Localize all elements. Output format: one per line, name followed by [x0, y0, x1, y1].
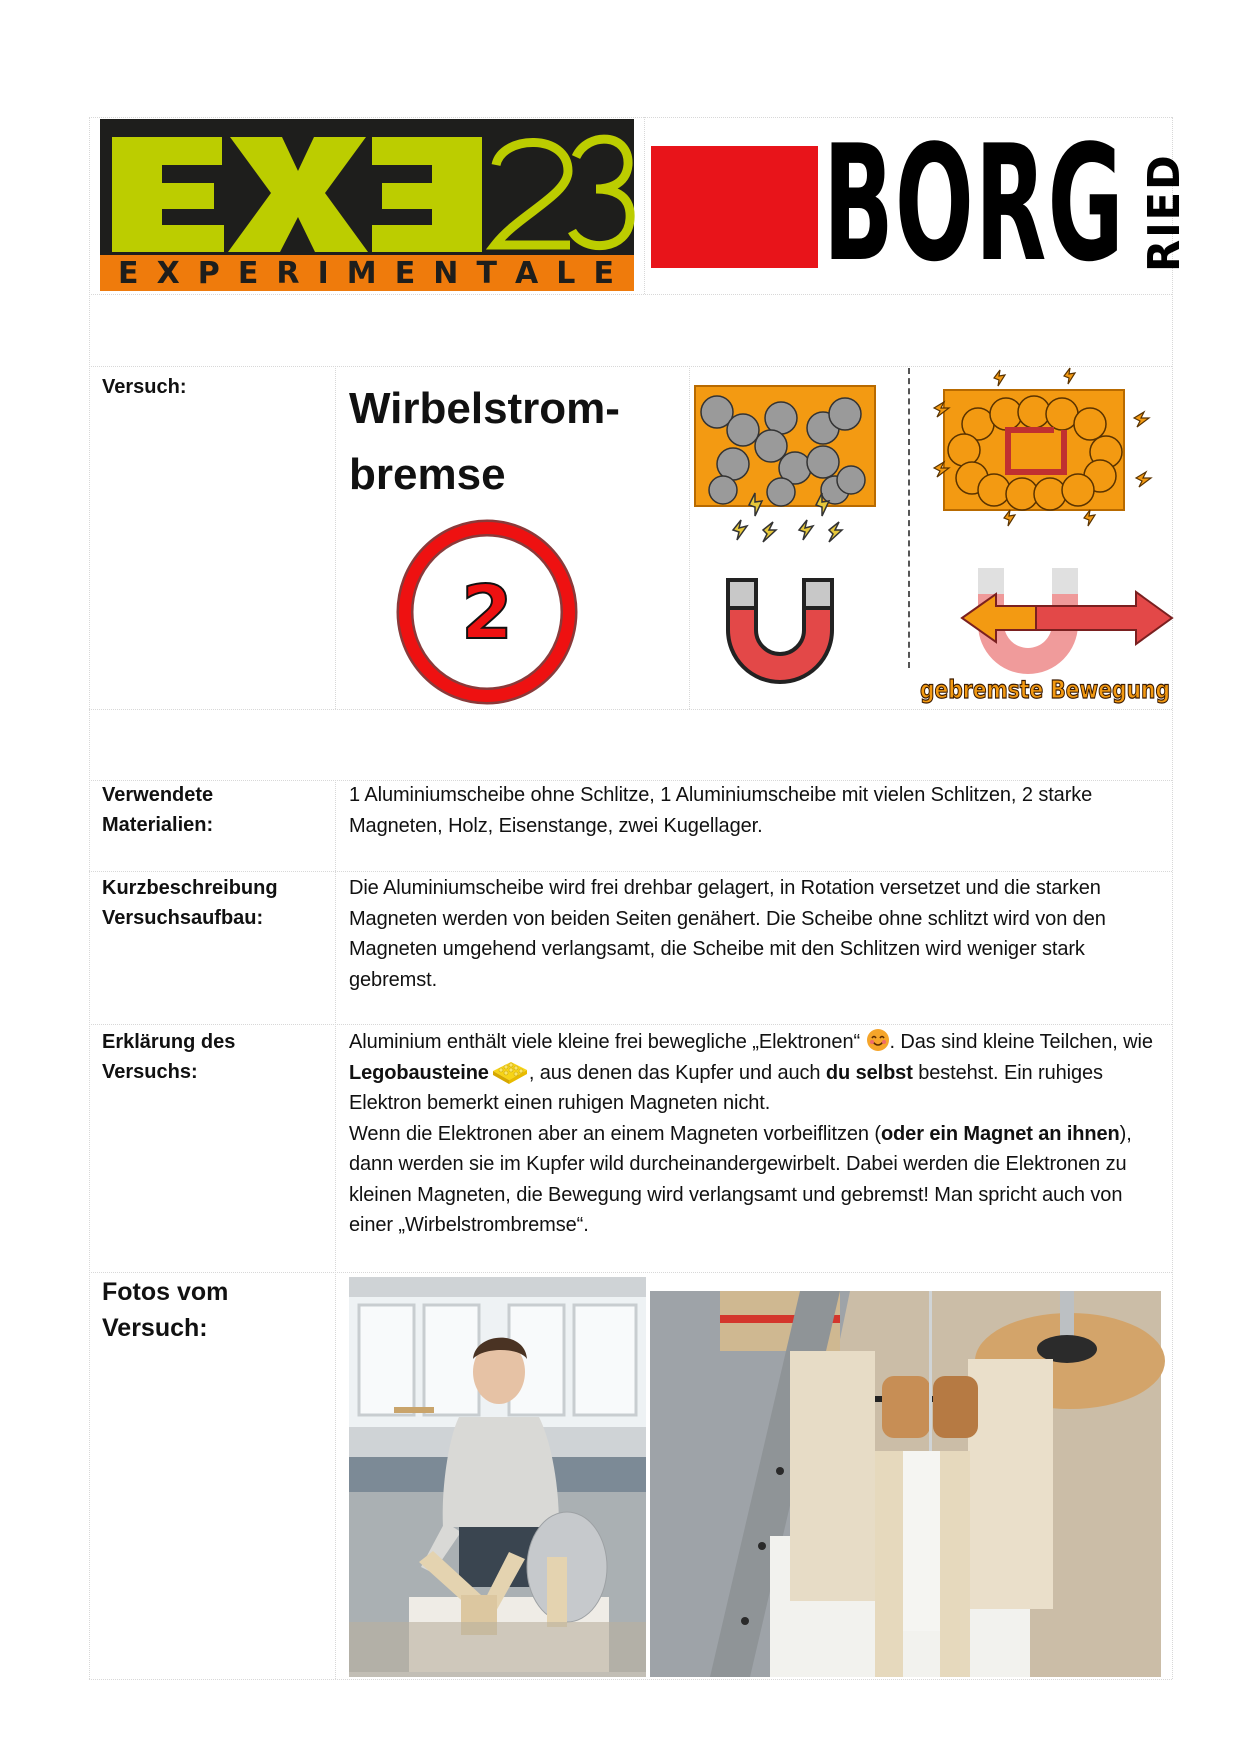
band-letter: R [276, 255, 300, 291]
table-border [89, 1272, 1172, 1273]
table-border [89, 366, 1172, 367]
explanation-text-part: , aus denen das Kupfer und auch [528, 1061, 826, 1084]
description-label [102, 873, 278, 933]
band-letter: E [237, 255, 259, 291]
band-letter: I [317, 255, 329, 291]
table-border [89, 1024, 1172, 1025]
braked-motion-caption: gebremste Bewegung [920, 675, 1170, 704]
photos-label-line1: Fotos vom [102, 1278, 229, 1306]
band-letter: P [197, 255, 220, 291]
photos-label [102, 1274, 228, 1346]
photo-setup-closeup [650, 1291, 1161, 1677]
explanation-label [102, 1027, 235, 1087]
explanation-text-part: Wenn die Elektronen aber an einem Magneten vorbeiflitzen ( [349, 1122, 881, 1145]
table-border [644, 117, 645, 294]
logo-letter-x [228, 137, 368, 252]
calm-electrons-illustration [693, 380, 873, 710]
exe23-logo [100, 119, 634, 291]
experiment-number-badge [393, 520, 581, 704]
materials-label [102, 780, 213, 840]
band-letter: M [346, 255, 377, 291]
logo-digit-2 [495, 142, 570, 245]
borg-logo-red-block [651, 146, 818, 268]
materials-label-line2: Materialien: [102, 814, 214, 836]
logo-digit-3 [572, 139, 630, 246]
band-letter: E [593, 255, 614, 291]
logo-letter-e-mirrored [372, 137, 482, 252]
band-letter: L [556, 255, 576, 291]
explanation-label-line1: Erklärung des [102, 1031, 236, 1053]
experiment-title-line2: bremse [349, 450, 506, 499]
illustration-divider [908, 368, 910, 668]
exe23-logo-mark [110, 127, 630, 252]
experiment-number: 2 [461, 570, 513, 656]
table-border-left [89, 117, 90, 1679]
exe23-logo-band [100, 255, 634, 291]
band-letter: E [118, 255, 139, 291]
explanation-bold-lego: Legobausteine [349, 1061, 489, 1084]
explanation-bold-magnet: oder ein Magnet an ihnen [880, 1122, 1120, 1145]
band-letter: X [156, 255, 180, 291]
materials-text: 1 Aluminiumscheibe ohne Schlitze, 1 Aluminiumscheibe mit vielen Schlitzen, 2 starke Magneten, Holz, Eisenstange, zwei Kugellager. [349, 784, 1093, 837]
explanation-text-part: Aluminium enthält viele kleine frei bewegliche „Elektronen“ [349, 1031, 861, 1053]
band-letter: A [514, 255, 539, 291]
lego-brick-emoji-icon [489, 1059, 529, 1085]
description-text: Die Aluminiumscheibe wird frei drehbar gelagert, in Rotation versetzet und die starken Magneten werden von beiden Seiten genähert. Die Scheibe ohne schlitzt wird von den Magneten umgehend verlangsamt, die Scheibe mit den Schlitzen wird weniger stark gebremst. [349, 877, 1106, 991]
explanation-text [349, 1027, 1161, 1241]
explanation-text-part: ), dann werden sie im Kupfer wild durcheinandergewirbelt. Dabei werden die Elektronen zu kleinen Magneten, die Bewegung wird verlangsamt und gebremst! Man spricht auch von einer „Wirbelstrombremse“. [349, 1122, 1132, 1236]
photo-student-workshop [349, 1277, 646, 1677]
explanation-label-line2: Versuchs: [102, 1061, 198, 1083]
smiling-face-emoji-icon [866, 1028, 890, 1052]
experiment-label: Versuch: [102, 376, 187, 398]
moving-electrons-illustration [914, 368, 1176, 708]
description-label-line1: Kurzbeschreibung [102, 877, 278, 899]
description-label-line2: Versuchsaufbau: [102, 907, 264, 929]
borg-logo-text: BORG [823, 110, 1125, 297]
table-border-bottom [89, 1679, 1172, 1680]
explanation-text-part: bestehst. Ein ruhiges Elektron bemerkt einen ruhigen Magneten nicht. [349, 1061, 1103, 1114]
explanation-text-part: . Das sind kleine Teilchen, wie [889, 1031, 1153, 1053]
table-border [689, 366, 690, 709]
band-letter: N [433, 255, 459, 291]
table-border-right [1172, 117, 1173, 1679]
table-border [89, 871, 1172, 872]
table-border [335, 780, 336, 1679]
table-border [335, 366, 336, 709]
experiment-title [349, 376, 620, 508]
explanation-bold-du-selbst: du selbst [825, 1061, 913, 1084]
magnet-icon [728, 580, 832, 682]
experiment-title-line1: Wirbelstrom- [349, 384, 620, 433]
band-letter: T [476, 255, 497, 291]
materials-label-line1: Verwendete [102, 784, 214, 806]
ried-logo-text: RIED [1139, 153, 1190, 272]
band-letter: E [394, 255, 416, 291]
logo-letter-e [112, 137, 224, 252]
table-border [89, 709, 1172, 710]
photos-label-line2: Versuch: [102, 1314, 208, 1342]
